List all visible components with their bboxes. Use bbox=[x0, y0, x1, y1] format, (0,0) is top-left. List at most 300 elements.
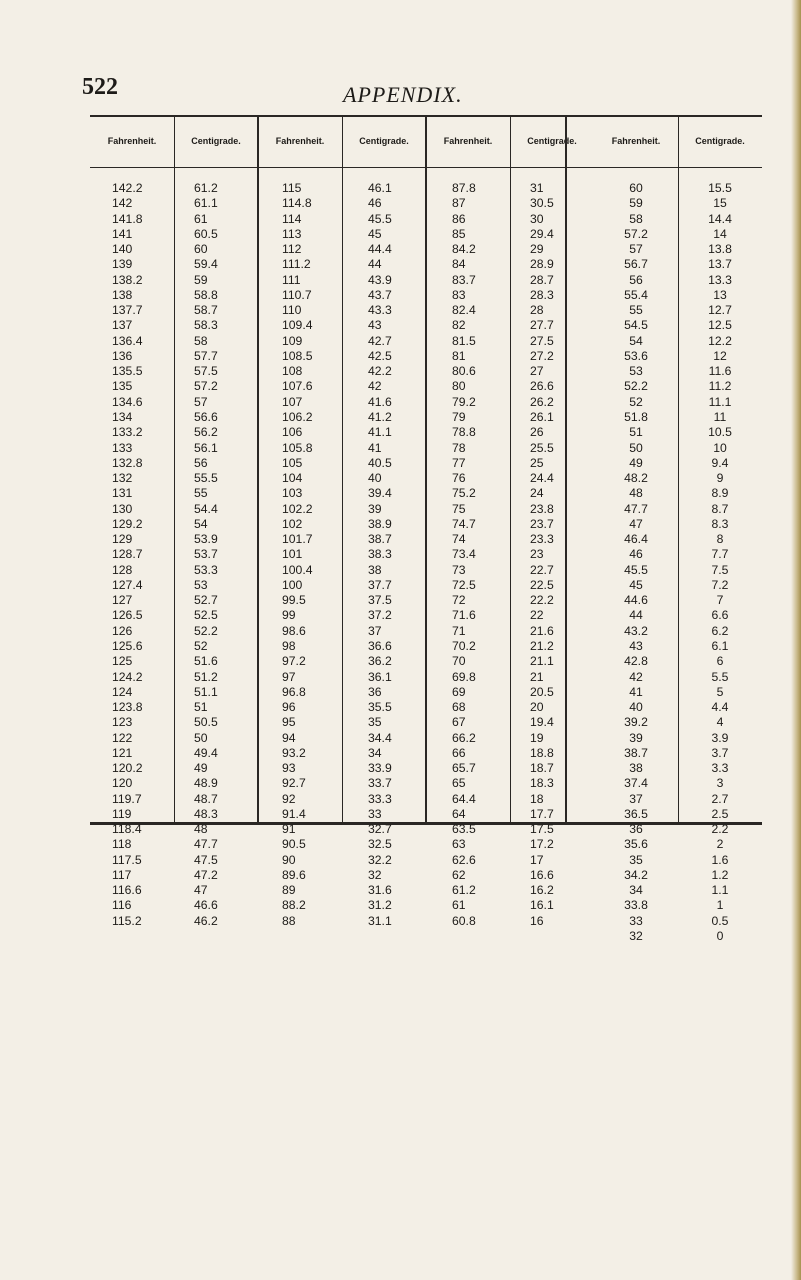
table-cell: 81.5 bbox=[452, 333, 476, 348]
table-cell: 34 bbox=[629, 883, 643, 898]
table-cell: 8 bbox=[716, 532, 724, 547]
table-cell: 33.7 bbox=[368, 776, 392, 791]
table-cell: 36.1 bbox=[368, 669, 392, 684]
table-cell: 39.2 bbox=[624, 715, 648, 730]
table-cell: 11.6 bbox=[708, 364, 732, 379]
table-cell: 28.7 bbox=[530, 272, 554, 287]
table-cell: 118.4 bbox=[112, 822, 142, 837]
running-head: APPENDIX. bbox=[343, 82, 463, 107]
table-cell: 125.6 bbox=[112, 638, 143, 653]
table-cell: 114.8 bbox=[282, 196, 312, 211]
table-cell: 43.3 bbox=[368, 303, 392, 318]
table-cell: 27.5 bbox=[530, 333, 554, 348]
table-cell: 2.5 bbox=[711, 806, 729, 821]
table-cell: 2.7 bbox=[711, 791, 729, 806]
table-cell: 22.7 bbox=[530, 562, 554, 577]
table-cell: 69 bbox=[452, 684, 466, 699]
table-cell: 47.2 bbox=[194, 867, 218, 882]
table-cell: 83.7 bbox=[452, 272, 476, 287]
table-cell: 57.7 bbox=[194, 348, 218, 363]
table-cell: 52.7 bbox=[194, 593, 218, 608]
table-cell: 1.1 bbox=[711, 883, 729, 898]
table-cell: 42.5 bbox=[368, 348, 392, 363]
table-cell: 133 bbox=[112, 440, 133, 455]
table-cell: 142.2 bbox=[112, 181, 143, 195]
table-cell: 1 bbox=[716, 898, 724, 913]
table-cell: 33.8 bbox=[624, 898, 648, 913]
table-cell: 12.2 bbox=[708, 333, 732, 348]
table-cell: 130 bbox=[112, 501, 133, 516]
table-cell: 37.7 bbox=[368, 577, 392, 592]
table-cell: 13.7 bbox=[708, 257, 732, 272]
table-cell: 79 bbox=[452, 409, 466, 424]
table-cell: 141 bbox=[112, 226, 133, 241]
table-cell: 44 bbox=[368, 257, 382, 272]
table-cell: 0 bbox=[716, 929, 724, 944]
table-cell: 11 bbox=[713, 409, 727, 424]
table-cell: 138 bbox=[112, 287, 133, 302]
table-cell: 116.6 bbox=[112, 883, 142, 898]
table-cell: 52 bbox=[629, 394, 643, 409]
table-cell: 17.2 bbox=[530, 837, 554, 852]
header-centigrade-4: Centigrade. bbox=[695, 136, 745, 146]
table-cell: 127 bbox=[112, 593, 133, 608]
table-cell: 72 bbox=[452, 593, 466, 608]
table-cell: 37.2 bbox=[368, 608, 392, 623]
table-cell: 93 bbox=[282, 761, 296, 776]
table-cell: 73.4 bbox=[452, 547, 476, 562]
table-cell: 6.6 bbox=[711, 608, 729, 623]
table-cell: 86 bbox=[452, 211, 466, 226]
table-cell: 122 bbox=[112, 730, 133, 745]
table-cell: 7 bbox=[716, 593, 724, 608]
table-cell: 22 bbox=[530, 608, 544, 623]
table-cell: 123 bbox=[112, 715, 133, 730]
table-cell: 73 bbox=[452, 562, 466, 577]
column-fahrenheit-4 bbox=[594, 181, 678, 944]
table-cell: 31.2 bbox=[368, 898, 392, 913]
table-cell: 57.5 bbox=[194, 364, 218, 379]
table-cell: 18 bbox=[530, 791, 544, 806]
table-cell: 114 bbox=[282, 211, 302, 226]
table-cell: 54.4 bbox=[194, 501, 218, 516]
table-cell: 46.2 bbox=[194, 913, 218, 928]
table-cell: 17 bbox=[530, 852, 544, 867]
table-cell: 108.5 bbox=[282, 348, 313, 363]
table-cell: 19.4 bbox=[530, 715, 554, 730]
table-cell: 50 bbox=[194, 730, 208, 745]
table-cell: 137 bbox=[112, 318, 133, 333]
table-cell: 50.5 bbox=[194, 715, 218, 730]
table-cell: 32.7 bbox=[368, 822, 392, 837]
table-cell: 42 bbox=[368, 379, 382, 394]
table-cell: 52.2 bbox=[624, 379, 648, 394]
table-cell: 108 bbox=[282, 364, 303, 379]
table-cell: 117 bbox=[112, 867, 132, 882]
table-cell: 110 bbox=[282, 303, 302, 318]
table-cell: 5.5 bbox=[711, 669, 729, 684]
table-cell: 58.8 bbox=[194, 287, 218, 302]
table-cell: 43.9 bbox=[368, 272, 392, 287]
table-cell: 31.6 bbox=[368, 883, 392, 898]
table-cell: 118 bbox=[112, 837, 132, 852]
table-cell: 15.5 bbox=[708, 181, 732, 195]
table-cell: 38 bbox=[368, 562, 382, 577]
header-fahrenheit-3: Fahrenheit. bbox=[443, 136, 493, 146]
table-cell: 51.8 bbox=[624, 409, 648, 424]
table-cell: 71 bbox=[452, 623, 466, 638]
table-cell: 64.4 bbox=[452, 791, 476, 806]
table-cell: 102.2 bbox=[282, 501, 313, 516]
table-cell: 30 bbox=[530, 211, 544, 226]
table-cell: 6 bbox=[716, 654, 724, 669]
table-cell: 101 bbox=[282, 547, 303, 562]
table-cell: 8.7 bbox=[711, 501, 729, 516]
table-cell: 10 bbox=[713, 440, 727, 455]
table-cell: 120 bbox=[112, 776, 133, 791]
table-cell: 97 bbox=[282, 669, 296, 684]
table-cell: 57 bbox=[194, 394, 208, 409]
table-cell: 53 bbox=[194, 577, 208, 592]
table-cell: 20.5 bbox=[530, 684, 554, 699]
table-cell: 74.7 bbox=[452, 516, 476, 531]
table-cell: 3.3 bbox=[711, 761, 729, 776]
table-cell: 135 bbox=[112, 379, 133, 394]
table-cell: 44 bbox=[629, 608, 643, 623]
table-cell: 27.2 bbox=[530, 348, 554, 363]
conversion-table bbox=[90, 115, 762, 944]
table-cell: 79.2 bbox=[452, 394, 476, 409]
table-cell: 82 bbox=[452, 318, 466, 333]
table-cell: 91 bbox=[282, 822, 296, 837]
table-cell: 113 bbox=[282, 226, 302, 241]
table-cell: 55 bbox=[629, 303, 643, 318]
table-cell: 37 bbox=[629, 791, 643, 806]
column-centigrade-3 bbox=[510, 181, 594, 929]
table-cell: 14 bbox=[713, 226, 727, 241]
table-cell: 23.3 bbox=[530, 532, 554, 547]
table-cell: 117.5 bbox=[112, 852, 142, 867]
table-cell: 53 bbox=[629, 364, 643, 379]
table-cell: 46.1 bbox=[368, 181, 392, 195]
table-cell: 41 bbox=[629, 684, 643, 699]
table-cell: 72.5 bbox=[452, 577, 476, 592]
header-centigrade-1: Centigrade. bbox=[191, 136, 241, 146]
table-cell: 49 bbox=[194, 761, 208, 776]
table-cell: 34.2 bbox=[624, 867, 648, 882]
table-cell: 134.6 bbox=[112, 394, 143, 409]
table-cell: 43.2 bbox=[624, 623, 648, 638]
table-cell: 126 bbox=[112, 623, 133, 638]
table-cell: 35 bbox=[368, 715, 382, 730]
table-cell: 89.6 bbox=[282, 867, 306, 882]
table-cell: 136 bbox=[112, 348, 133, 363]
table-cell: 33.9 bbox=[368, 761, 392, 776]
table-cell: 6.1 bbox=[711, 638, 729, 653]
table-cell: 48.7 bbox=[194, 791, 218, 806]
table-cell: 26 bbox=[530, 425, 544, 440]
table-cell: 53.3 bbox=[194, 562, 218, 577]
table-cell: 120.2 bbox=[112, 761, 143, 776]
table-cell: 16.1 bbox=[530, 898, 554, 913]
table-cell: 56.6 bbox=[194, 409, 218, 424]
table-cell: 60 bbox=[629, 181, 643, 195]
table-cell: 48 bbox=[629, 486, 643, 501]
page-number: 522 bbox=[82, 74, 118, 100]
table-cell: 90 bbox=[282, 852, 296, 867]
table-cell: 7.2 bbox=[711, 577, 729, 592]
table-cell: 7.5 bbox=[711, 562, 729, 577]
table-cell: 71.6 bbox=[452, 608, 476, 623]
table-cell: 56.7 bbox=[624, 257, 648, 272]
table-cell: 50 bbox=[629, 440, 643, 455]
table-cell: 6.2 bbox=[711, 623, 729, 638]
table-cell: 24 bbox=[530, 486, 544, 501]
table-cell: 39 bbox=[629, 730, 643, 745]
table-cell: 21.1 bbox=[530, 654, 554, 669]
table-cell: 34.4 bbox=[368, 730, 392, 745]
page-edge bbox=[791, 0, 801, 1280]
table-cell: 88.2 bbox=[282, 898, 306, 913]
table-cell: 67 bbox=[452, 715, 466, 730]
table-cell: 46 bbox=[629, 547, 643, 562]
table-cell: 142 bbox=[112, 196, 133, 211]
table-cell: 40 bbox=[629, 700, 643, 715]
table-cell: 36 bbox=[368, 684, 382, 699]
table-cell: 137.7 bbox=[112, 303, 143, 318]
table-cell: 47.7 bbox=[194, 837, 218, 852]
table-cell: 82.4 bbox=[452, 303, 476, 318]
table-cell: 42.8 bbox=[624, 654, 648, 669]
table-cell: 92.7 bbox=[282, 776, 306, 791]
table-cell: 43.7 bbox=[368, 287, 392, 302]
table-cell: 138.2 bbox=[112, 272, 143, 287]
table-cell: 18.8 bbox=[530, 745, 554, 760]
table-cell: 49 bbox=[629, 455, 643, 470]
table-cell: 98.6 bbox=[282, 623, 306, 638]
table-cell: 129 bbox=[112, 532, 133, 547]
table-cell: 22.5 bbox=[530, 577, 554, 592]
table-cell: 111 bbox=[282, 272, 301, 287]
table-cell: 31 bbox=[530, 181, 544, 195]
table-cell: 106 bbox=[282, 425, 303, 440]
table-cell: 68 bbox=[452, 700, 466, 715]
table-cell: 132 bbox=[112, 471, 133, 486]
table-cell: 61.2 bbox=[452, 883, 476, 898]
table-cell: 54 bbox=[629, 333, 643, 348]
table-cell: 58 bbox=[629, 211, 643, 226]
table-cell: 60.8 bbox=[452, 913, 476, 928]
table-cell: 87.8 bbox=[452, 181, 476, 195]
table-cell: 16.2 bbox=[530, 883, 554, 898]
table-cell: 77 bbox=[452, 455, 466, 470]
table-cell: 126.5 bbox=[112, 608, 143, 623]
table-cell: 94 bbox=[282, 730, 296, 745]
table-cell: 58.7 bbox=[194, 303, 218, 318]
table-cell: 12.5 bbox=[708, 318, 732, 333]
table-cell: 41.1 bbox=[368, 425, 392, 440]
table-cell: 128.7 bbox=[112, 547, 143, 562]
table-cell: 48.2 bbox=[624, 471, 648, 486]
table-cell: 47.7 bbox=[624, 501, 648, 516]
table-cell: 51 bbox=[629, 425, 643, 440]
table-cell: 44.4 bbox=[368, 242, 392, 257]
table-cell: 23.7 bbox=[530, 516, 554, 531]
table-cell: 26.1 bbox=[530, 409, 554, 424]
table-cell: 56 bbox=[629, 272, 643, 287]
table-cell: 32.5 bbox=[368, 837, 392, 852]
table-cell: 19 bbox=[530, 730, 544, 745]
table-cell: 110.7 bbox=[282, 287, 312, 302]
table-cell: 53.6 bbox=[624, 348, 648, 363]
table-cell: 60 bbox=[194, 242, 208, 257]
table-cell: 15 bbox=[713, 196, 727, 211]
table-cell: 93.2 bbox=[282, 745, 306, 760]
table-cell: 125 bbox=[112, 654, 133, 669]
table-cell: 59 bbox=[629, 196, 643, 211]
table-cell: 90.5 bbox=[282, 837, 306, 852]
table-cell: 107 bbox=[282, 394, 303, 409]
table-cell: 17.7 bbox=[530, 806, 554, 821]
table-cell: 9.4 bbox=[711, 455, 729, 470]
table-cell: 32 bbox=[368, 867, 382, 882]
table-cell: 16 bbox=[530, 913, 544, 928]
table-cell: 12.7 bbox=[708, 303, 732, 318]
table-cell: 45.5 bbox=[624, 562, 648, 577]
table-cell: 91.4 bbox=[282, 806, 306, 821]
table-cell: 7.7 bbox=[711, 547, 729, 562]
table-cell: 10.5 bbox=[708, 425, 732, 440]
table-cell: 133.2 bbox=[112, 425, 143, 440]
table-cell: 9 bbox=[716, 471, 724, 486]
table-cell: 56.2 bbox=[194, 425, 218, 440]
table-cell: 38.3 bbox=[368, 547, 392, 562]
table-cell: 14.4 bbox=[708, 211, 732, 226]
table-cell: 45.5 bbox=[368, 211, 392, 226]
table-cell: 62.6 bbox=[452, 852, 476, 867]
table-cell: 2 bbox=[716, 837, 724, 852]
table-cell: 85 bbox=[452, 226, 466, 241]
table-cell: 123.8 bbox=[112, 700, 143, 715]
table-cell: 104 bbox=[282, 471, 303, 486]
table-cell: 56 bbox=[194, 455, 208, 470]
table-cell: 38.7 bbox=[368, 532, 392, 547]
column-centigrade-4 bbox=[678, 181, 762, 944]
table-cell: 23.8 bbox=[530, 501, 554, 516]
table-cell: 100.4 bbox=[282, 562, 313, 577]
table-cell: 131 bbox=[112, 486, 133, 501]
table-cell: 28 bbox=[530, 303, 544, 318]
table-cell: 5 bbox=[716, 684, 724, 699]
table-cell: 4 bbox=[716, 715, 724, 730]
table-cell: 18.3 bbox=[530, 776, 554, 791]
table-cell: 55.4 bbox=[624, 287, 648, 302]
table-cell: 57 bbox=[629, 242, 643, 257]
table-cell: 61 bbox=[194, 211, 208, 226]
table-cell: 109.4 bbox=[282, 318, 313, 333]
table-cell: 101.7 bbox=[282, 532, 313, 547]
table-cell: 23 bbox=[530, 547, 544, 562]
table-cell: 17.5 bbox=[530, 822, 554, 837]
table-cell: 87 bbox=[452, 196, 466, 211]
table-cell: 140 bbox=[112, 242, 133, 257]
table-cell: 25.5 bbox=[530, 440, 554, 455]
table-cell: 89 bbox=[282, 883, 296, 898]
table-cell: 30.5 bbox=[530, 196, 554, 211]
table-cell: 119.7 bbox=[112, 791, 142, 806]
table-cell: 1.2 bbox=[711, 867, 729, 882]
table-cell: 100 bbox=[282, 577, 303, 592]
table-cell: 48 bbox=[194, 822, 208, 837]
table-cell: 24.4 bbox=[530, 471, 554, 486]
table-cell: 58.3 bbox=[194, 318, 218, 333]
table-cell: 42.2 bbox=[368, 364, 392, 379]
table-cell: 3.7 bbox=[711, 745, 729, 760]
table-cell: 47.5 bbox=[194, 852, 218, 867]
table-cell: 39.4 bbox=[368, 486, 392, 501]
table-cell: 35 bbox=[629, 852, 643, 867]
table-cell: 59.4 bbox=[194, 257, 218, 272]
table-cell: 18.7 bbox=[530, 761, 554, 776]
table-cell: 22.2 bbox=[530, 593, 554, 608]
table-cell: 4.4 bbox=[711, 700, 729, 715]
table-cell: 134 bbox=[112, 409, 133, 424]
table-cell: 115.2 bbox=[112, 913, 142, 928]
table-cell: 81 bbox=[452, 348, 466, 363]
table-cell: 119 bbox=[112, 806, 132, 821]
table-cell: 63.5 bbox=[452, 822, 476, 837]
table-cell: 47 bbox=[629, 516, 643, 531]
table-cell: 88 bbox=[282, 913, 296, 928]
table-cell: 51.2 bbox=[194, 669, 218, 684]
table-cell: 21 bbox=[530, 669, 544, 684]
column-fahrenheit-3 bbox=[426, 181, 510, 929]
table-cell: 66 bbox=[452, 745, 466, 760]
table-cell: 8.3 bbox=[711, 516, 729, 531]
table-cell: 1.6 bbox=[711, 852, 729, 867]
table-cell: 39 bbox=[368, 501, 382, 516]
table-cell: 76 bbox=[452, 471, 466, 486]
header-fahrenheit-4: Fahrenheit. bbox=[611, 136, 661, 146]
table-cell: 65.7 bbox=[452, 761, 476, 776]
table-cell: 51.6 bbox=[194, 654, 218, 669]
table-cell: 45 bbox=[629, 577, 643, 592]
table-cell: 34 bbox=[368, 745, 382, 760]
table-cell: 106.2 bbox=[282, 409, 313, 424]
table-cell: 36 bbox=[629, 822, 643, 837]
table-cell: 40.5 bbox=[368, 455, 392, 470]
table-cell: 57.2 bbox=[624, 226, 648, 241]
table-cell: 29.4 bbox=[530, 226, 554, 241]
table-cell: 47 bbox=[194, 883, 208, 898]
table-cell: 26.6 bbox=[530, 379, 554, 394]
table-cell: 95 bbox=[282, 715, 296, 730]
table-cell: 12 bbox=[713, 348, 727, 363]
table-cell: 40 bbox=[368, 471, 382, 486]
table-cell: 32 bbox=[629, 929, 643, 944]
table-cell: 42 bbox=[629, 669, 643, 684]
table-cell: 21.6 bbox=[530, 623, 554, 638]
table-cell: 16.6 bbox=[530, 867, 554, 882]
table-cell: 3.9 bbox=[711, 730, 729, 745]
table-cell: 96.8 bbox=[282, 684, 306, 699]
table-cell: 31.1 bbox=[368, 913, 392, 928]
table-cell: 13.3 bbox=[708, 272, 732, 287]
table-cell: 37.4 bbox=[624, 776, 648, 791]
table-cell: 80 bbox=[452, 379, 466, 394]
table-cell: 102 bbox=[282, 516, 303, 531]
table-cell: 54.5 bbox=[624, 318, 648, 333]
